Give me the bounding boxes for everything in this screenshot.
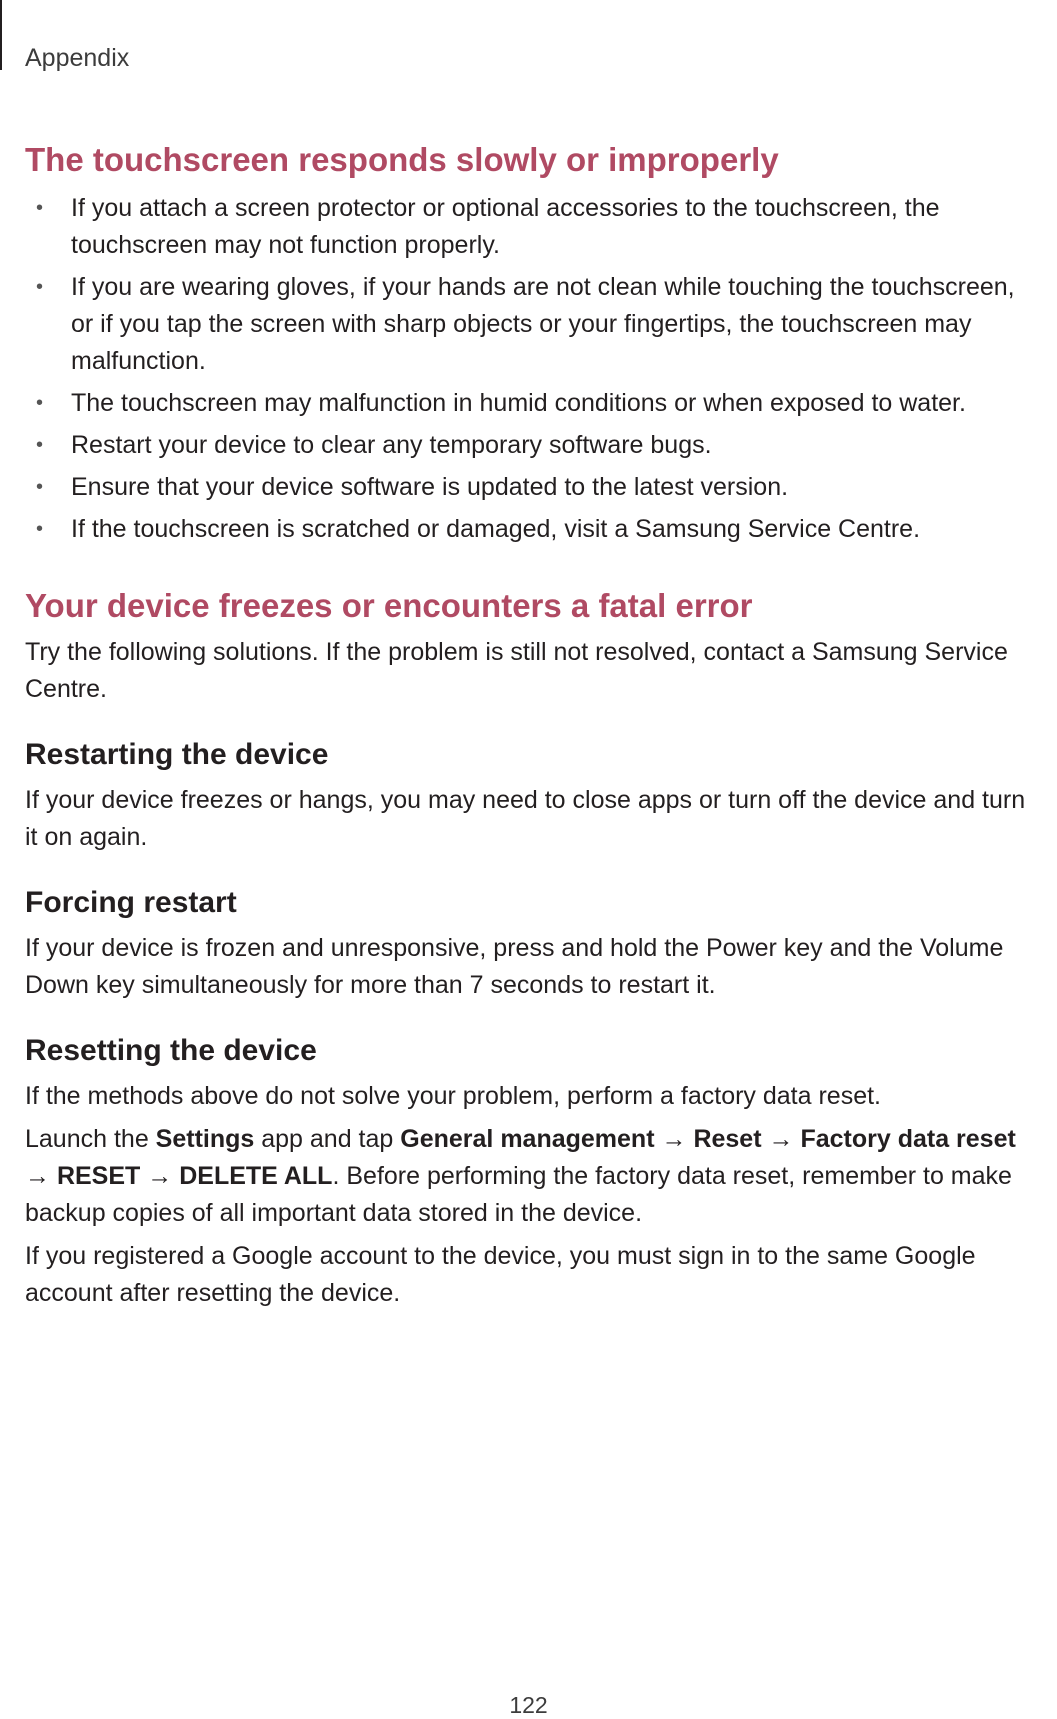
heading-touchscreen: The touchscreen responds slowly or improperly bbox=[25, 141, 779, 178]
resetting-instructions: Launch the Settings app and tap General management → Reset → Factory data reset → RESET → DELETE ALL. Before performing the factory data reset, remember to make backup copies of all important data stored in the device. bbox=[25, 1125, 1016, 1227]
reset-caps-label: RESET bbox=[56, 1162, 141, 1190]
heading-restarting: Restarting the device bbox=[25, 738, 329, 771]
freeze-intro: Try the following solutions. If the problem is still not resolved, contact a Samsung Service Centre. bbox=[25, 638, 1008, 703]
heading-forcing-restart: Forcing restart bbox=[25, 886, 237, 919]
heading-resetting: Resetting the device bbox=[25, 1034, 317, 1067]
page-number: 122 bbox=[509, 1692, 548, 1718]
arrow-icon: → bbox=[761, 1125, 801, 1153]
list-item: • If you attach a screen protector or optional accessories to the touchscreen, the touchscreen may not function properly. bbox=[36, 194, 940, 259]
touchscreen-list bbox=[25, 190, 1040, 548]
google-account-text: If you registered a Google account to the device, you must sign in to the same Google account after resetting the device. bbox=[25, 1242, 976, 1307]
list-item: • Ensure that your device software is updated to the latest version. bbox=[36, 473, 789, 501]
resetting-text: If the methods above do not solve your problem, perform a factory data reset. bbox=[25, 1082, 882, 1110]
general-management-label: General management bbox=[400, 1125, 655, 1153]
forcing-text: If your device is frozen and unresponsive, press and hold the Power key and the Volume Down key simultaneously for more than 7 seconds to restart it. bbox=[25, 934, 1004, 999]
heading-freeze: Your device freezes or encounters a fatal error bbox=[25, 587, 753, 624]
list-item: • If you are wearing gloves, if your hands are not clean while touching the touchscreen, or if you tap the screen with sharp objects or your fingertips, the touchscreen may malfunction. bbox=[36, 273, 1015, 375]
arrow-icon: → bbox=[25, 1162, 57, 1190]
page-content bbox=[25, 140, 1040, 1312]
settings-label: Settings bbox=[155, 1125, 255, 1153]
arrow-icon: → bbox=[654, 1125, 694, 1153]
arrow-icon: → bbox=[140, 1162, 180, 1190]
list-item: • If the touchscreen is scratched or damaged, visit a Samsung Service Centre. bbox=[36, 515, 921, 543]
margin-rule bbox=[0, 0, 2, 70]
section-header: Appendix bbox=[25, 44, 130, 72]
delete-all-label: DELETE ALL bbox=[179, 1162, 333, 1190]
list-item: • Restart your device to clear any temporary software bugs. bbox=[36, 431, 712, 459]
factory-data-reset-label: Factory data reset bbox=[800, 1125, 1016, 1153]
reset-label: Reset bbox=[693, 1125, 762, 1153]
list-item: • The touchscreen may malfunction in humid conditions or when exposed to water. bbox=[36, 389, 966, 417]
restarting-text: If your device freezes or hangs, you may need to close apps or turn off the device and turn it on again. bbox=[25, 786, 1026, 851]
